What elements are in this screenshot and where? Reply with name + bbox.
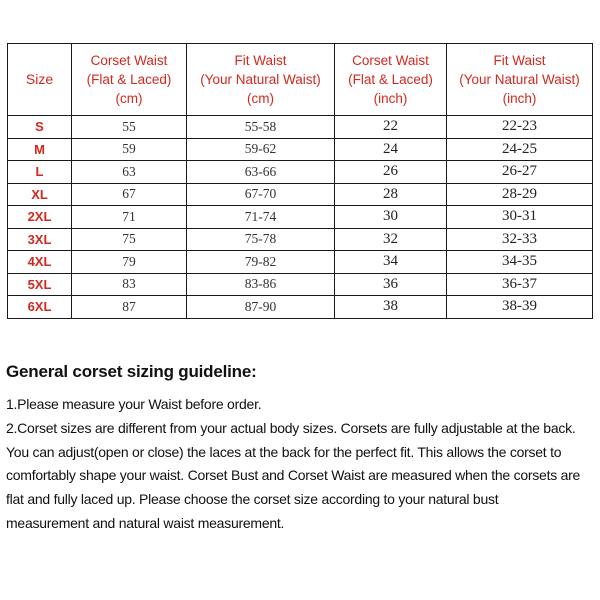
corset-waist-inch-cell: 38 (335, 296, 447, 319)
size-cell: S (8, 116, 72, 139)
fit-waist-inch-cell: 26-27 (447, 161, 593, 184)
corset-waist-cm-cell: 55 (72, 116, 187, 139)
fit-waist-cm-cell: 55-58 (187, 116, 335, 139)
size-cell: 5XL (8, 273, 72, 296)
header-line: Fit Waist (493, 53, 546, 68)
corset-waist-cm-cell: 71 (72, 206, 187, 229)
fit-waist-inch-cell: 34-35 (447, 251, 593, 274)
fit-waist-inch-cell: 38-39 (447, 296, 593, 319)
guideline-item-2-line: comfortably shape your waist. Corset Bust and Corset Waist are measured when the corsets are (6, 467, 581, 484)
sizing-guideline (6, 362, 594, 536)
table-row (8, 138, 593, 161)
fit-waist-cm-cell: 79-82 (187, 251, 335, 274)
table-row (8, 183, 593, 206)
header-row (8, 44, 593, 116)
guideline-item-2-line: measurement and natural waist measurement. (6, 514, 285, 531)
corset-waist-inch-cell: 34 (335, 251, 447, 274)
fit-waist-inch-cell: 32-33 (447, 228, 593, 251)
corset-waist-cm-cell: 75 (72, 228, 187, 251)
header-corset-waist-cm (72, 44, 187, 116)
header-size (8, 44, 72, 116)
size-cell: 3XL (8, 228, 72, 251)
fit-waist-cm-cell: 63-66 (187, 161, 335, 184)
corset-waist-cm-cell: 87 (72, 296, 187, 319)
header-line: Fit Waist (234, 53, 287, 68)
header-line: Corset Waist (90, 53, 168, 68)
fit-waist-inch-cell: 24-25 (447, 138, 593, 161)
guideline-title: General corset sizing guideline: (6, 362, 257, 381)
fit-waist-inch-cell: 28-29 (447, 183, 593, 206)
corset-waist-cm-cell: 83 (72, 273, 187, 296)
size-cell: 6XL (8, 296, 72, 319)
size-cell: XL (8, 183, 72, 206)
fit-waist-cm-cell: 87-90 (187, 296, 335, 319)
fit-waist-cm-cell: 83-86 (187, 273, 335, 296)
header-line: (Your Natural Waist) (459, 72, 580, 87)
size-cell: M (8, 138, 72, 161)
corset-waist-inch-cell: 24 (335, 138, 447, 161)
table-row (8, 206, 593, 229)
table-row (8, 273, 593, 296)
corset-waist-inch-cell: 30 (335, 206, 447, 229)
guideline-item-2-line: You can adjust(open or close) the laces at the back for the perfect fit. This allows the corset to (6, 443, 562, 460)
corset-waist-inch-cell: 28 (335, 183, 447, 206)
header-line: (Flat & Laced) (86, 72, 172, 87)
corset-waist-cm-cell: 67 (72, 183, 187, 206)
fit-waist-cm-cell: 59-62 (187, 138, 335, 161)
fit-waist-inch-cell: 22-23 (447, 116, 593, 139)
size-cell: 4XL (8, 251, 72, 274)
corset-waist-cm-cell: 59 (72, 138, 187, 161)
size-cell: L (8, 161, 72, 184)
corset-waist-inch-cell: 26 (335, 161, 447, 184)
header-line: Corset Waist (352, 53, 429, 68)
header-line: (Your Natural Waist) (200, 72, 321, 87)
header-line: (cm) (115, 91, 143, 106)
header-fit-waist-inch (447, 44, 593, 116)
corset-waist-cm-cell: 63 (72, 161, 187, 184)
size-chart-table (7, 43, 593, 319)
table-row (8, 116, 593, 139)
fit-waist-inch-cell: 36-37 (447, 273, 593, 296)
table-row (8, 161, 593, 184)
header-fit-waist-cm (187, 44, 335, 116)
corset-waist-inch-cell: 32 (335, 228, 447, 251)
header-line: (cm) (247, 91, 274, 106)
fit-waist-cm-cell: 75-78 (187, 228, 335, 251)
guideline-item-2-line: 2.Corset sizes are different from your actual body sizes. Corsets are fully adjustable at the back. (6, 419, 576, 436)
header-size-line: Size (25, 71, 54, 87)
corset-waist-inch-cell: 36 (335, 273, 447, 296)
corset-waist-inch-cell: 22 (335, 116, 447, 139)
header-line: (inch) (502, 91, 537, 106)
guideline-text (6, 393, 594, 536)
header-corset-waist-inch (335, 44, 447, 116)
table-row (8, 251, 593, 274)
header-line: (inch) (373, 91, 408, 106)
guideline-item-2-line: flat and fully laced up. Please choose the corset size according to your natural bust (6, 491, 499, 508)
header-line: (Flat & Laced) (348, 72, 433, 87)
fit-waist-inch-cell: 30-31 (447, 206, 593, 229)
corset-waist-cm-cell: 79 (72, 251, 187, 274)
fit-waist-cm-cell: 71-74 (187, 206, 335, 229)
table-row (8, 296, 593, 319)
size-rows (8, 116, 593, 319)
fit-waist-cm-cell: 67-70 (187, 183, 335, 206)
table-row (8, 228, 593, 251)
guideline-item-1: 1.Please measure your Waist before order. (6, 396, 262, 412)
size-cell: 2XL (8, 206, 72, 229)
